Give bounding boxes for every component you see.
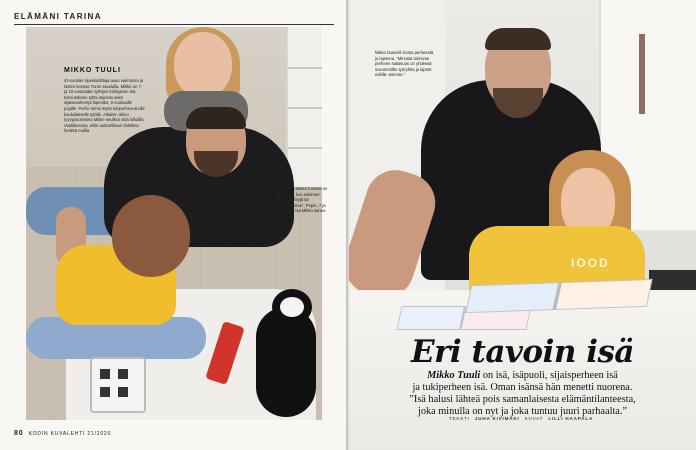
writer-name: JUHA KIVIMÄKI [474, 416, 520, 421]
photo-caption: Mikko haaveili isosta perheestä jo lapsena. ”Minusta toimivan perheen salaisuus on yhdessä sovunmöltte työryhkä ja lapset edellä -asenne.” [375, 50, 434, 78]
lede-line-4: joka minulla on nyt ja joka tuntuu juuri parhaalta.” [417, 406, 628, 417]
magazine-issue: KODIN KUVALEHTI 21/2020 [28, 431, 112, 437]
article-headline: Eri tavoin isä [410, 334, 635, 370]
girl-front-hair [112, 195, 190, 277]
picture-frame [639, 34, 645, 114]
father-hair [485, 28, 551, 50]
profile-text: 42-vuotias sijaiskodittaja asuu vaimonsa ja lasten kanssa Turun seudulla. Mikko on 7- ja 10-vuotiaiden tyttöjen biologinen isä, toimi äskeen tyttöi itejossa sekä sijaisvanhempi läpinäkö, 8-vuotiaalle pojalle. Perhe toimii myös tukiperheenä alle kouluikäiselle tytölle. Aikaisin aikoo tyyvypuomisina Mikke seulkos siitä lullutilla Vaaltiksensa, eitiin auttomillaan dolelleto herättä mullia. [64, 78, 145, 134]
article-credits: TEKSTI JUHA KIVIMÄKI KUVAT LILLI HAAPALA [448, 416, 594, 421]
toy-house [90, 357, 146, 413]
page-number: 80 [14, 430, 24, 437]
family-floor-photo [26, 27, 322, 420]
dog-face [272, 289, 312, 325]
section-rule [14, 24, 334, 25]
right-page [349, 0, 696, 450]
section-label: ELÄMÄNI TARINA [14, 12, 102, 21]
white-shelf [286, 27, 322, 187]
photo-quote: ”Tärkeintä lasten kanssa on olla läsnä, kun sekinsen lentään lähtyjä tai kasketuksissa”, Pepin, 7 ja Miriin, 10, isä Mikko sanoo. [276, 186, 328, 214]
lede-line-2: ja tukiperheen isä. Oman isänsä hän menetti nuorena. [412, 382, 633, 393]
hoodie-print: IOOD [571, 256, 610, 270]
profile-caption [64, 67, 146, 134]
man-hair [186, 107, 246, 129]
left-page [0, 0, 346, 450]
girl-on-back-face [174, 32, 232, 98]
profile-name: MIKKO TUULI [64, 67, 121, 74]
lede-line-1: Mikko Tuuli on isä, isäpuoli, sijaisperheen isä [427, 370, 618, 381]
photographer-name: LILLI HAAPALA [548, 416, 594, 421]
lede-name: Mikko Tuuli [427, 370, 481, 381]
lede-line-3: ”Isä halusi lähteä pois samanlaisesta elämäntilanteesta, [409, 394, 636, 405]
page-footer [14, 430, 111, 437]
article-lede [359, 370, 686, 418]
